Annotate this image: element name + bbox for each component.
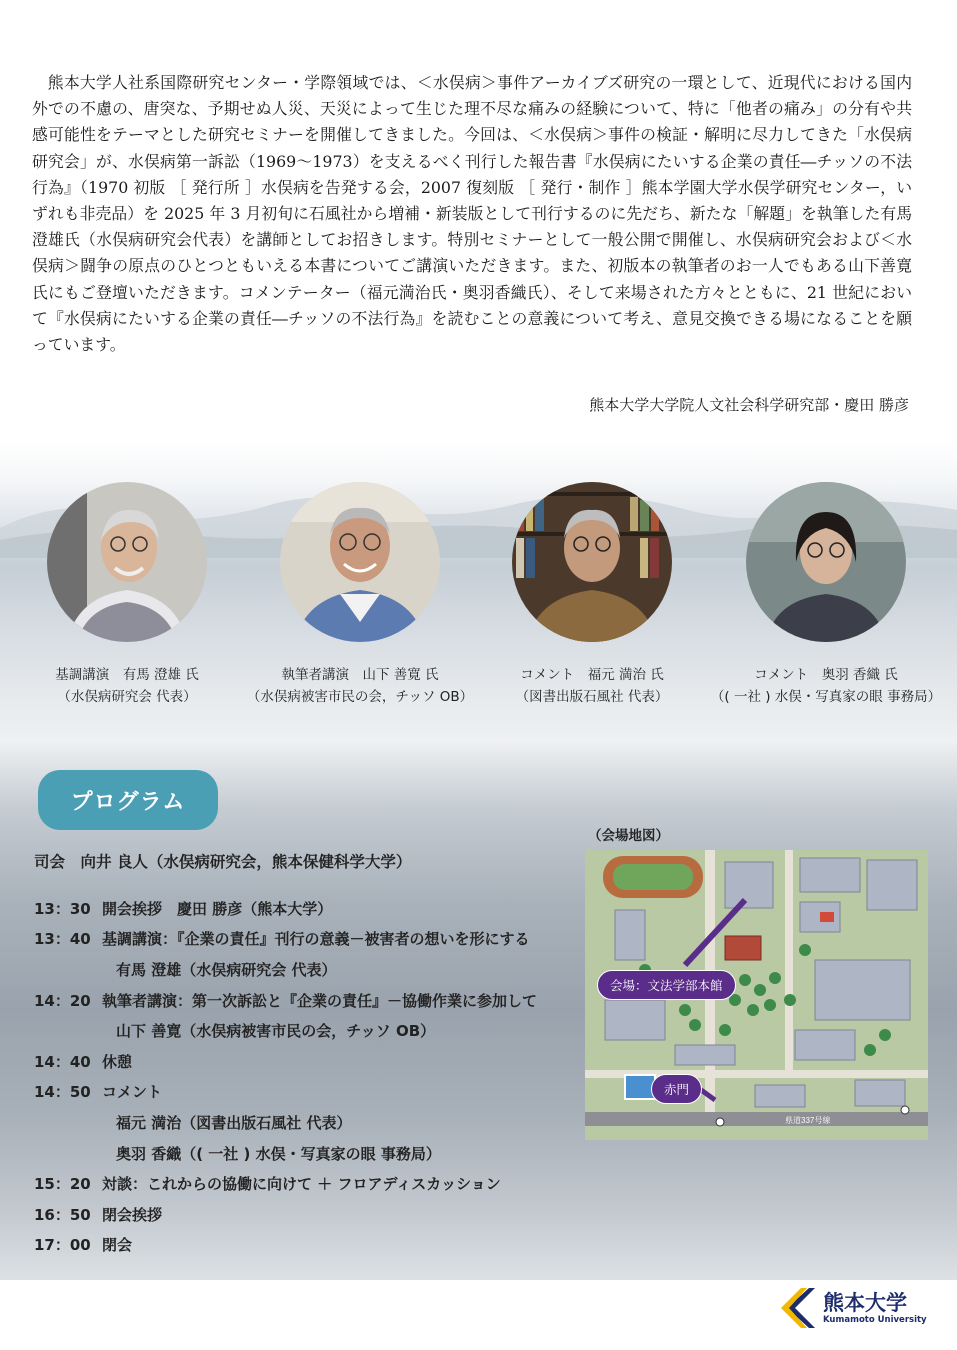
road-label: 県道337号線 <box>785 1116 831 1125</box>
schedule-row: 14：40 休憩 <box>34 1052 133 1071</box>
speaker-affiliation: （水俣病研究会 代表） <box>57 689 197 705</box>
schedule-row: 14：50 コメント <box>34 1083 163 1102</box>
venue-pin: 会場：文法学部本館 <box>597 970 736 1000</box>
signature: 熊本大学大学院人文社会科学研究部・慶田 勝彦 <box>589 396 909 414</box>
schedule-row: 17：00 閉会 <box>34 1236 133 1255</box>
speaker-caption-yamashita <box>240 664 480 708</box>
schedule-row: 有馬 澄雄（水俣病研究会 代表） <box>116 960 337 979</box>
schedule-row: 山下 善寛（水俣病被害市民の会，チッソ OB） <box>116 1022 436 1041</box>
program-schedule <box>34 893 594 1260</box>
gate-pin: 赤門 <box>651 1074 702 1104</box>
chevron-logo-icon <box>779 1286 815 1330</box>
speaker-name: コメント 福元 満治 氏 <box>520 667 664 683</box>
portrait-fukumoto <box>512 482 672 642</box>
map-label: （会場地図） <box>588 828 669 844</box>
venue-map <box>585 850 928 1140</box>
program-heading: プログラム <box>38 770 218 830</box>
portrait-yamashita <box>280 482 440 642</box>
logo-text-jp: 熊本大学 <box>823 1290 907 1315</box>
program-mc: 司会 向井 良人（水俣病研究会，熊本保健科学大学） <box>34 853 412 871</box>
schedule-row: 14：20 執筆者講演：第一次訴訟と『企業の責任』－協働作業に参加して <box>34 991 538 1010</box>
speaker-caption-arima <box>7 664 247 708</box>
speaker-name: 執筆者講演 山下 善寛 氏 <box>281 667 439 683</box>
portrait-arima <box>47 482 207 642</box>
speaker-affiliation: （( 一社 ) 水俣・写真家の眼 事務局） <box>710 689 942 705</box>
speaker-name: コメント 奥羽 香織 氏 <box>754 667 898 683</box>
schedule-row: 13：30 開会挨拶 慶田 勝彦（熊本大学） <box>34 899 333 918</box>
speaker-caption-okuba <box>706 664 946 708</box>
logo-text-en: Kumamoto University <box>823 1315 927 1325</box>
speaker-caption-fukumoto <box>472 664 712 708</box>
schedule-row: 15：20 対談：これからの協働に向けて ＋ フロアディスカッション <box>34 1175 501 1194</box>
portrait-okuba <box>746 482 906 642</box>
speaker-name: 基調講演 有馬 澄雄 氏 <box>55 667 199 683</box>
speaker-affiliation: （図書出版石風社 代表） <box>515 689 669 705</box>
speaker-affiliation: （水俣病被害市民の会，チッソ OB） <box>246 689 474 705</box>
kumamoto-university-logo <box>779 1286 939 1330</box>
schedule-row: 福元 満治（図書出版石風社 代表） <box>116 1113 352 1132</box>
schedule-row: 16：50 閉会挨拶 <box>34 1205 163 1224</box>
intro-paragraph: 熊本大学人社系国際研究センター・学際領域では、＜水俣病＞事件アーカイブズ研究の一環として、近現代における国内外での不慮の、唐突な、予期せぬ人災、天災によって生じた理不尽な痛みの経験について、特に「他者の痛み」の分有や共感可能性をテーマとした研究セミナーを開催してきました。今回は、＜水俣病＞事件の検証・解明に尽力してきた「水俣病研究会」が、水俣病第一訴訟（1969〜1973）を支えるべく刊行した報告書『水俣病にたいする企業の責任―チッソの不法行為』（1970 初版 ［ 発行所 ］水俣病を告発する会，2007 復刻版 ［ 発行・制作 ］熊本学園大学水俣学研究センター，いずれも非売品）を 2025 年 3 月初旬に石風社から増補・新装版として刊行するのに先だち、新たな「解題」を執筆した有馬澄雄氏（水俣病研究会代表）を講師としてお招きします。特別セミナーとして一般公開で開催し、水俣病研究会および＜水俣病＞闘争の原点のひとつともいえる本書についてご講演いただきます。また、初版本の執筆者のお一人でもある山下善寛氏にもご登壇いただきます。コメンテーター（福元満治氏・奥羽香織氏）、そして来場された方々とともに、21 世紀において『水俣病にたいする企業の責任―チッソの不法行為』を読むことの意義について考え、意見交換できる場になることを願っています。 <box>32 73 912 355</box>
schedule-row: 13：40 基調講演：『企業の責任』刊行の意義－被害者の想いを形にする <box>34 930 530 949</box>
schedule-row: 奥羽 香織（( 一社 ) 水俣・写真家の眼 事務局） <box>116 1144 441 1163</box>
